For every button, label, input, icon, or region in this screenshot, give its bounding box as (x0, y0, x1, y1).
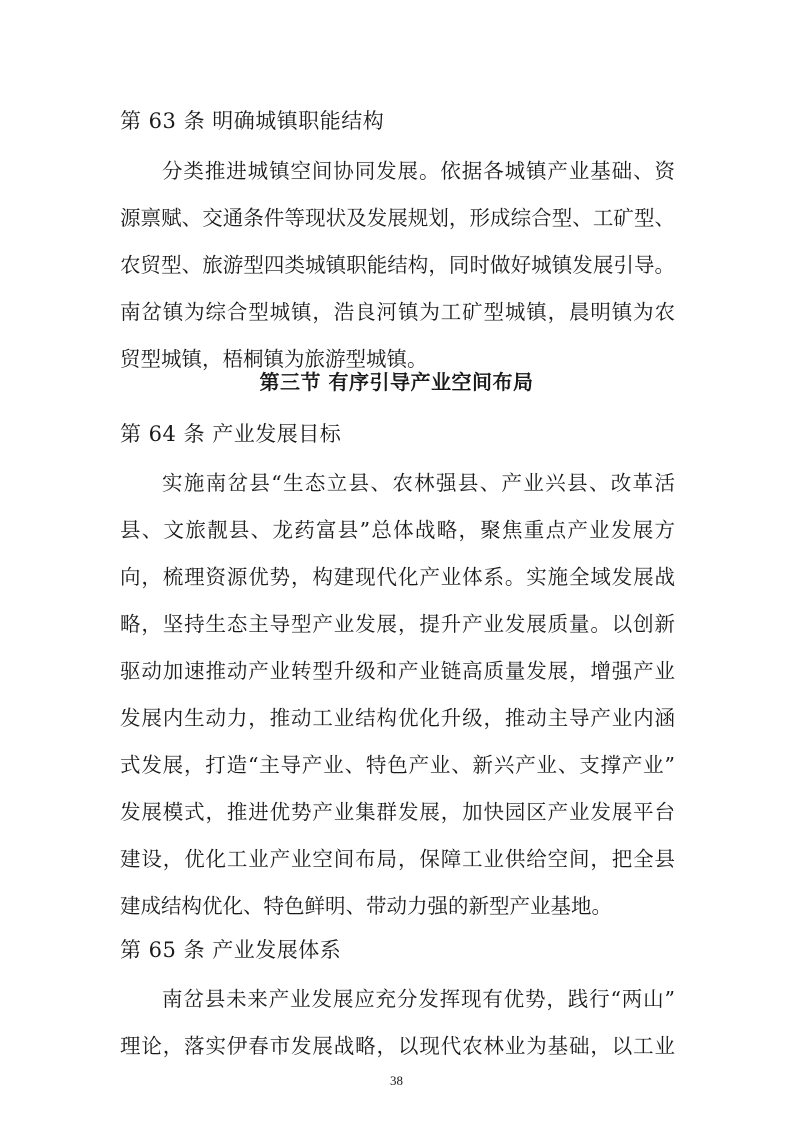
section-3-heading: 第三节 有序引导产业空间布局 (259, 370, 534, 394)
article-64-line-8: 发展模式，推进优势产业集群发展，加快园区产业发展平台 (120, 800, 675, 824)
article-64-heading: 第 64 条 产业发展目标 (120, 422, 342, 446)
article-63-heading: 第 63 条 明确城镇职能结构 (120, 109, 385, 133)
article-64-line-2: 县、文旅靓县、龙药富县”总体战略，聚焦重点产业发展方 (120, 518, 675, 542)
article-63-line-4: 南岔镇为综合型城镇，浩良河镇为工矿型城镇，晨明镇为农 (120, 300, 675, 324)
article-64-line-3: 向，梳理资源优势，构建现代化产业体系。实施全域发展战 (120, 565, 675, 589)
article-64-line-1: 实施南岔县“生态立县、农林强县、产业兴县、改革活 (162, 471, 675, 495)
article-64-line-10: 建成结构优化、特色鲜明、带动力强的新型产业基地。 (120, 894, 612, 918)
article-65-heading: 第 65 条 产业发展体系 (120, 938, 342, 962)
article-63-line-3: 农贸型、旅游型四类城镇职能结构，同时做好城镇发展引导。 (120, 253, 675, 277)
article-64-line-9: 建设，优化工业产业空间布局，保障工业供给空间，把全县 (120, 847, 675, 871)
article-64-line-4: 略，坚持生态主导型产业发展，提升产业发展质量。以创新 (120, 612, 675, 636)
article-63-line-5: 贸型城镇，梧桐镇为旅游型城镇。 (120, 347, 428, 371)
article-64-line-7: 式发展，打造“主导产业、特色产业、新兴产业、支撑产业” (120, 753, 675, 777)
article-63-line-1: 分类推进城镇空间协同发展。依据各城镇产业基础、资 (162, 159, 675, 183)
article-65-line-1: 南岔县未来产业发展应充分发挥现有优势，践行“两山” (162, 987, 675, 1011)
article-64-line-5: 驱动加速推动产业转型升级和产业链高质量发展，增强产业 (120, 659, 675, 683)
article-63-line-2: 源禀赋、交通条件等现状及发展规划，形成综合型、工矿型、 (120, 206, 675, 230)
page-number: 38 (390, 1073, 403, 1088)
article-64-line-6: 发展内生动力，推动工业结构优化升级，推动主导产业内涵 (120, 706, 675, 730)
article-65-line-2: 理论，落实伊春市发展战略，以现代农林业为基础，以工业 (120, 1034, 675, 1058)
